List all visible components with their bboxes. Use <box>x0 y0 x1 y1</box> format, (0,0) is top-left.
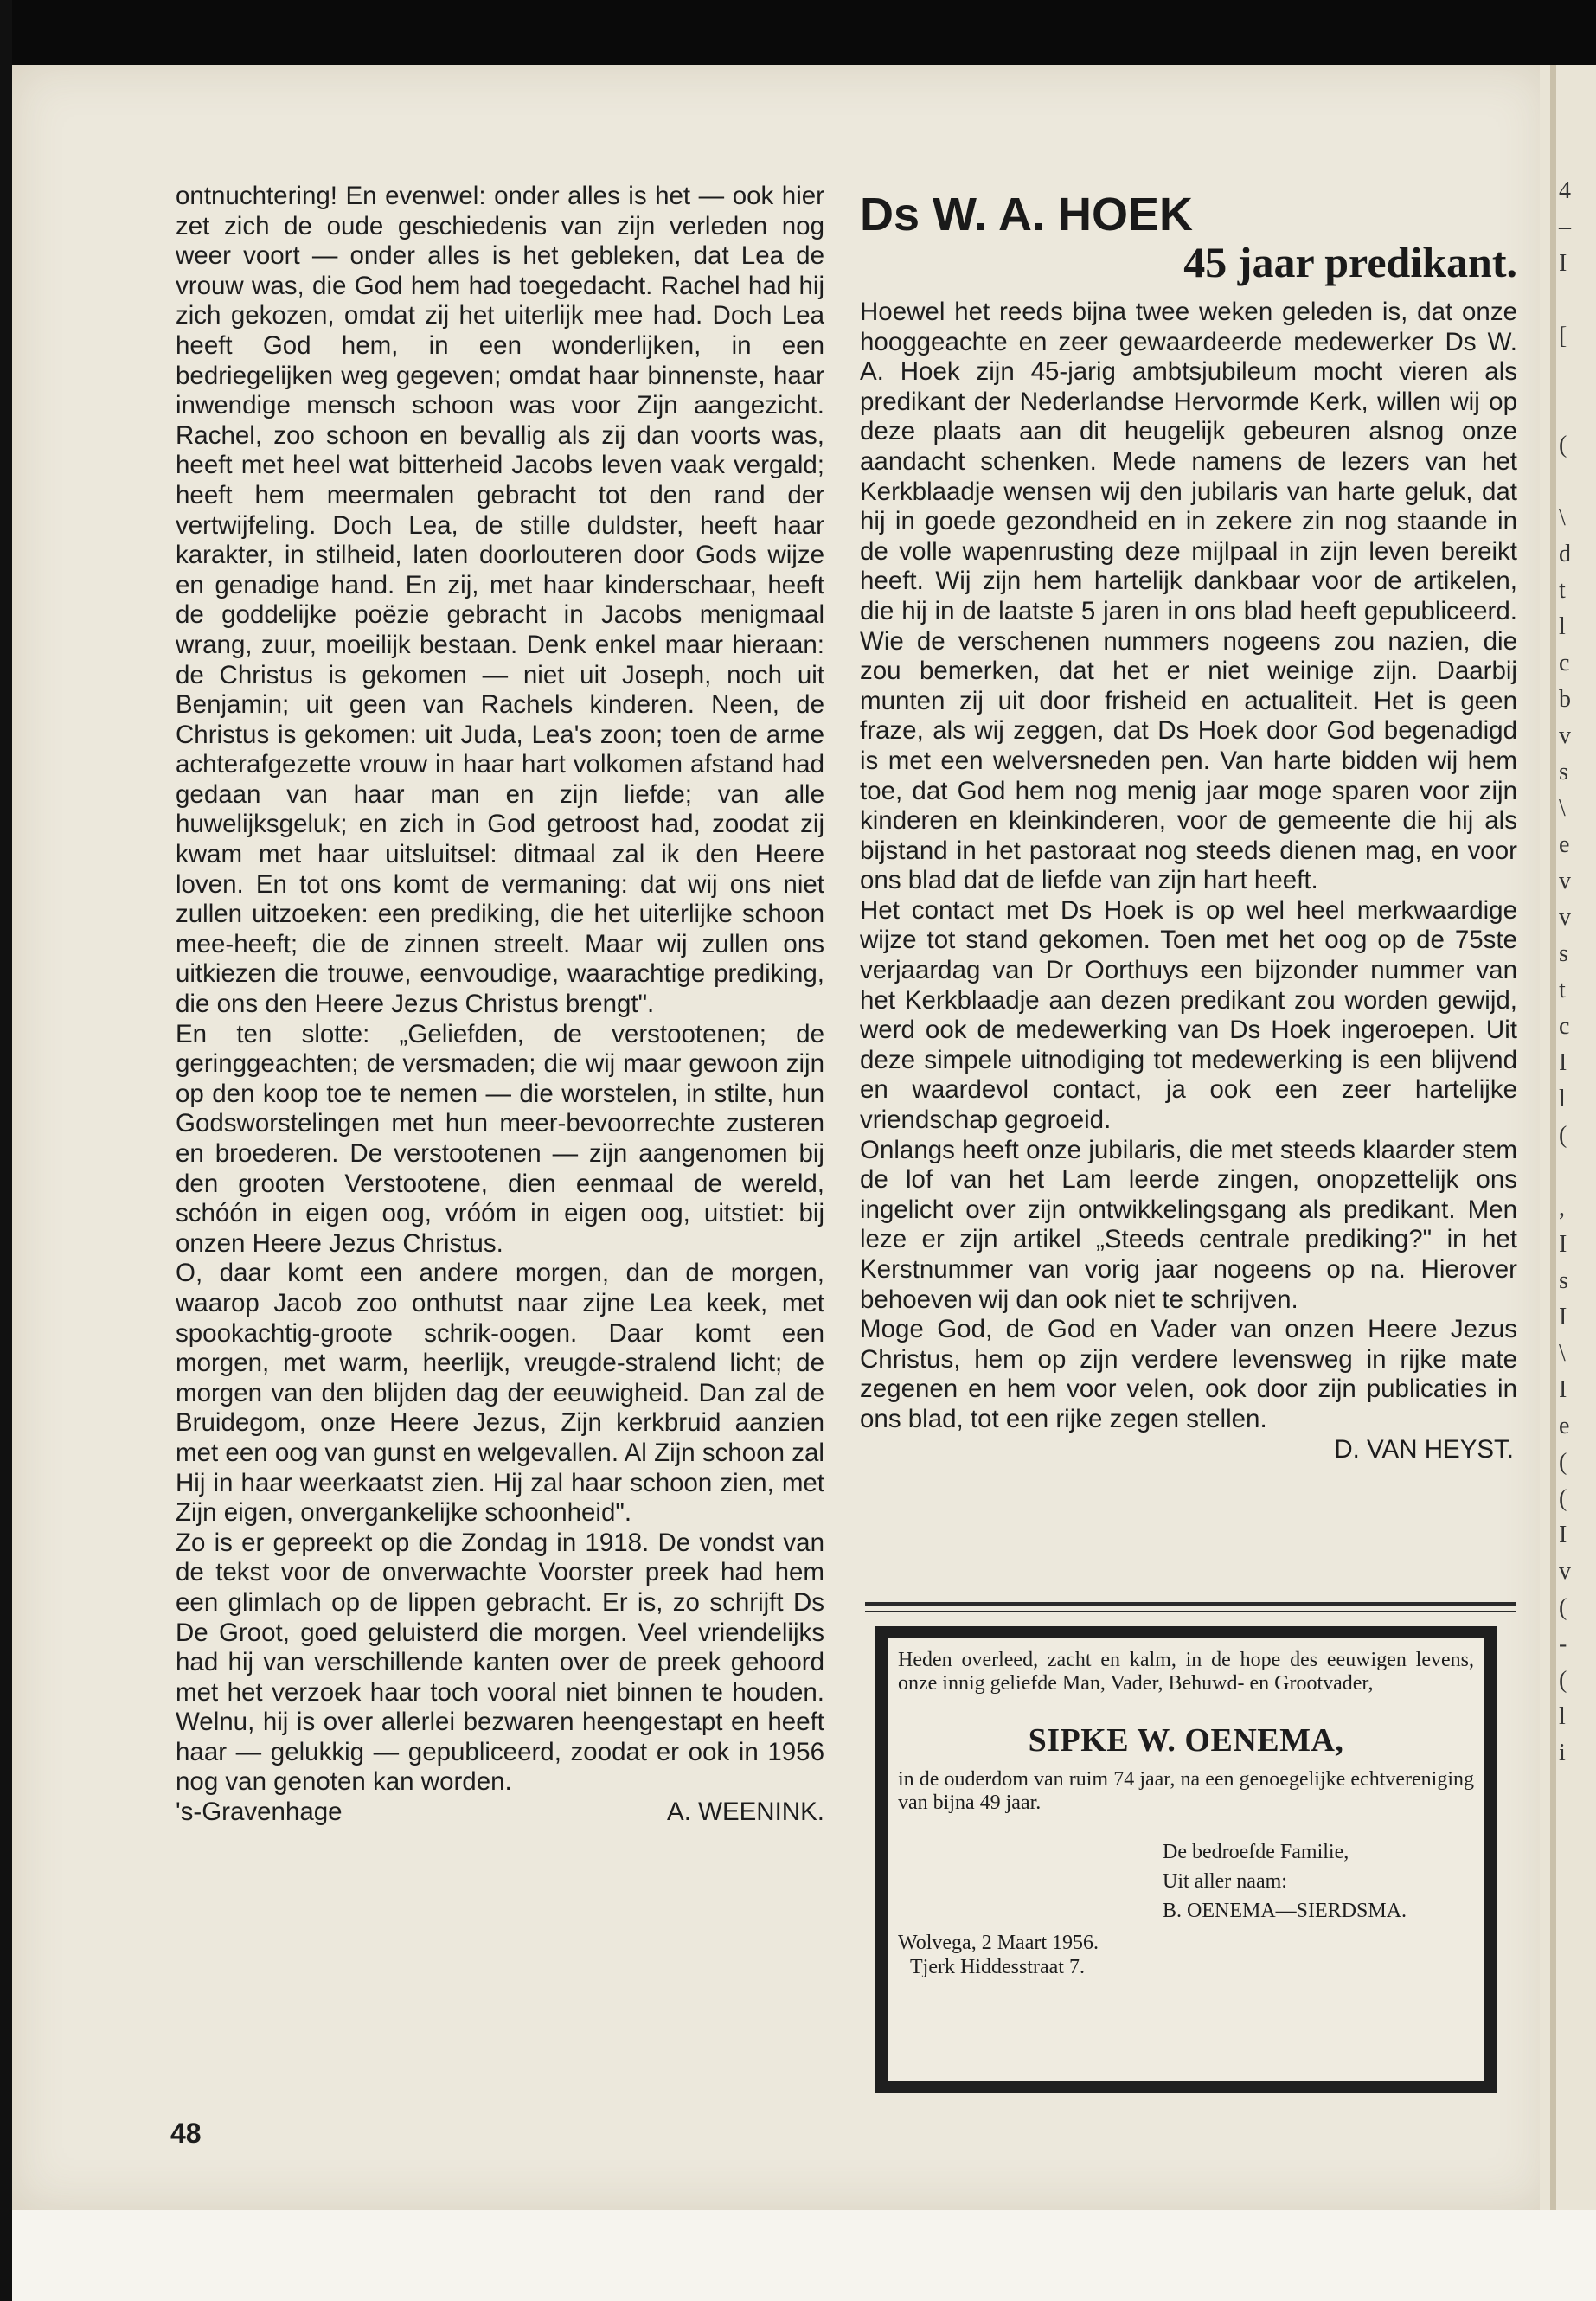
edge-glyph: ( <box>1559 1485 1567 1512</box>
article-title: Ds W. A. HOEK <box>860 189 1194 240</box>
edge-glyph: t <box>1559 577 1566 604</box>
separator-rule-thin <box>865 1611 1516 1612</box>
article-paragraph: Hoewel het reeds bijna twee weken geleden is, dat onze hooggeachte en zeer gewaardeerde medewerker Ds W. A. Hoek zijn 45-jarig ambtsjubileum mocht vieren als predikant der Nederlandse Hervormde Kerk, willen wij op deze plaats aan dit heugelijk gebeuren alsnog onze aandacht schenken. Mede namens de lezers van het Kerkblaadje wensen wij den jubilaris van harte geluk, dat hij in goede gezondheid en in zekere zin nog staande in de volle wapenrusting deze mijlpaal in zijn leven bereikt heeft. Wij zijn hem hartelijk dankbaar voor de artikelen, die hij in de laatste 5 jaren in ons blad heeft gepubliceerd. Wie de verschenen nummers nogeens zou nazien, die zou bemerken, dat het er niet weinige zijn. Daarbij munten zij uit door frisheid en actualiteit. Het is geen fraze, als wij zeggen, dat Ds Hoek door God begenadigd is met een welversneden pen. Van harte bidden wij hem toe, dat God hem nog menig jaar moge sparen voor zijn kinderen en kleinkinderen, voor de gemeente die hij als bijstand in het pastoraat nog steeds dienen mag, en voor ons blad dat de liefde van zijn hart heeft. <box>860 298 1517 895</box>
edge-glyph <box>1559 391 1593 427</box>
left-article-signature <box>176 1798 824 1828</box>
left-article-paragraph: Zo is er gepreekt op die Zondag in 1918. De vondst van de tekst voor de onverwachte Voorster preek had hem een glimlach op de lippen gebracht. Er is, zo schrijft Ds De Groot, goed geluisterd die morgen. Veel vriendelijks had hij van verschillende kanten over de preek gehoord met het verzoek haar toch vooral niet binnen te houden. Welnu, hij is over allerlei bezwaren heengestapt en heeft haar — gelukkig — gepubliceerd, zoodat er ook in 1956 nog van genoten kan worden. <box>176 1528 824 1797</box>
left-article-paragraph: En ten slotte: „Geliefden, de verstootenen; de geringgeachten; de versmaden; die wij maar gewoon zijn op den koop toe te nemen — die worstelen, in stilte, hun Godsworstelingen met hun meer-bevoorrechte zusteren en broederen. De verstootenen — zijn aangenomen bij den grooten Verstootene, dien eenmaal de wereld, schóón in eigen oog, vróóm in eigen oog, uitstiet: bij onzen Heere Jezus Christus. <box>176 1019 824 1258</box>
page-number: 48 <box>170 2118 202 2149</box>
notice-family-line: B. OENEMA—SIERDSMA. <box>1163 1900 1407 1922</box>
edge-glyph: ( <box>1559 1449 1567 1476</box>
edge-glyph <box>1559 464 1593 500</box>
article-paragraph: Het contact met Ds Hoek is op wel heel merkwaardige wijze tot stand gekomen. Toen met het oog op de 75ste verjaardag van Dr Oorthuys een bijzonder nummer van het Kerkblaadje aan dezen predikant zou worden gewijd, werd ook de medewerking van Ds Hoek ingeroepen. Uit deze simpele uitnodiging tot medewerking is een blijvend en waardevol contact, ja ook een zeer hartelijke vriendschap gegroeid. <box>860 895 1517 1135</box>
edge-glyph: \ <box>1559 504 1566 531</box>
notice-details: in de ouderdom van ruim 74 jaar, na een genoegelijke echtvereniging van bijna 49 jaar. <box>898 1768 1474 1814</box>
edge-glyph: I <box>1559 1304 1567 1330</box>
edge-glyph: i <box>1559 1740 1566 1766</box>
edge-glyph: c <box>1559 650 1570 676</box>
scan-border-left <box>0 0 12 2301</box>
notice-place-date: Wolvega, 2 Maart 1956. <box>898 1932 1099 1954</box>
edge-glyph: v <box>1559 904 1571 931</box>
edge-glyph <box>1559 282 1593 318</box>
article-paragraph: Moge God, de God en Vader van onzen Heere Jezus Christus, hem op zijn verdere levensweg in rijke mate zegenen en hem voor velen, ook door zijn publicaties in ons blad, tot een rijke zegen stellen. <box>860 1315 1517 1433</box>
edge-glyph: I <box>1559 1376 1567 1403</box>
edge-glyph: e <box>1559 1413 1570 1439</box>
edge-glyph: v <box>1559 868 1571 894</box>
edge-glyph: – <box>1559 214 1571 240</box>
edge-glyph: I <box>1559 250 1567 277</box>
notice-deceased-name: SIPKE W. OENEMA, <box>1028 1722 1344 1759</box>
edge-glyph: l <box>1559 613 1566 640</box>
death-notice <box>888 1638 1484 2081</box>
edge-glyph: ( <box>1559 432 1567 458</box>
edge-glyph: s <box>1559 759 1568 785</box>
article-body <box>860 298 1517 1435</box>
edge-glyph: t <box>1559 977 1566 1003</box>
edge-glyph: - <box>1559 1631 1567 1657</box>
signature-author: A. WEENINK. <box>667 1798 824 1827</box>
left-article-paragraph: ontnuchtering! En evenwel: onder alles is het — ook hier zet zich de oude geschiedenis van zijn verleden nog weer voort — onder alles is het gebleken, dat Lea de vrouw was, die God hem had toegedacht. Rachel had hij zich gekozen, omdat zij het uiterlijk mee had. Doch Lea heeft God hem, in een wonderlijken, in een bedriegelijken weg gegeven; omdat haar binnenste, haar inwendige mensch schoon was voor Zijn aangezicht. Rachel, zoo schoon en bevallig als zij dan voorts was, heeft met heel wat bitterheid Jacobs leven vaak vergald; heeft hem meermalen gebracht tot den rand der vertwijfeling. Doch Lea, de stille duldster, heeft haar karakter, in stilheid, laten doorlouteren door Gods wijze en genadige hand. En zij, met haar kinderschaar, heeft de goddelijke poëzie gebracht in Jacobs menigmaal wrang, zuur, moeilijk bestaan. Denk enkel maar hieraan: de Christus is gekomen — niet uit Joseph, noch uit Benjamin; uit geen van Rachels kinderen. Neen, de Christus is gekomen: uit Juda, Lea's zoon; toen de arme achterafgezette vrouw in haar hart volkomen afstand had gedaan van haar man en zijn liefde; van alle huwelijksgeluk; en zich in God getroost had, zoodat zij kwam met haar uitsluitsel: ditmaal zal ik den Heere loven. En tot ons komt de vermaning: dat wij ons niet zullen uitzoeken: een prediking, die het uiterlijke schoon mee-heeft; die de zinnen streelt. Maar wij zullen ons uitkiezen die trouwe, eenvoudige, waarachtige prediking, die ons den Heere Jezus Christus brengt". <box>176 182 824 1019</box>
edge-glyph: l <box>1559 1703 1566 1730</box>
edge-glyph: v <box>1559 1558 1571 1585</box>
article-signature: D. VAN HEYST. <box>1334 1434 1514 1464</box>
edge-glyph: ( <box>1559 1667 1567 1694</box>
edge-glyph: e <box>1559 831 1570 858</box>
notice-family-line: Uit aller naam: <box>1163 1870 1287 1893</box>
edge-glyph: I <box>1559 1049 1567 1076</box>
separator-rule-thick <box>865 1602 1516 1606</box>
edge-glyph: \ <box>1559 795 1566 822</box>
edge-glyph: l <box>1559 1086 1566 1112</box>
adjacent-page-text-fragments <box>1559 173 1593 1772</box>
edge-glyph: s <box>1559 1267 1568 1294</box>
edge-glyph: c <box>1559 1013 1570 1040</box>
scan-margin-bottom <box>12 2210 1596 2301</box>
scan-border-top <box>0 0 1596 65</box>
article-subtitle: 45 jaar predikant. <box>1183 238 1517 286</box>
left-article-paragraph: O, daar komt een andere morgen, dan de morgen, waarop Jacob zoo onthutst naar zijne Lea keek, met spookachtig-groote schrik-oogen. Daar komt een morgen, met warm, heerlijk, vreugde-stralend licht; de morgen van den blijden dag der eeuwigheid. Dan zal de Bruidegom, onze Heere Jezus, Zijn kerkbruid aanzien met een oog van gunst en welgevallen. Al Zijn schoon zal Hij in haar weerkaatst zien. Hij zal haar schoon zien, met Zijn eigen, onvergankelijke schoonheid". <box>176 1259 824 1528</box>
edge-glyph: ( <box>1559 1122 1567 1149</box>
edge-glyph: , <box>1559 1195 1565 1221</box>
notice-address: Tjerk Hiddesstraat 7. <box>910 1956 1085 1978</box>
edge-glyph: [ <box>1559 323 1567 349</box>
edge-glyph: d <box>1559 541 1571 567</box>
edge-glyph: 4 <box>1559 177 1571 204</box>
edge-glyph <box>1559 1154 1593 1190</box>
edge-glyph: b <box>1559 686 1571 713</box>
edge-glyph: v <box>1559 722 1571 749</box>
edge-glyph: s <box>1559 940 1568 967</box>
edge-glyph: ( <box>1559 1594 1567 1621</box>
page-fold-edge <box>1550 65 1556 2210</box>
signature-place: 's-Gravenhage <box>176 1798 343 1827</box>
notice-family-line: De bedroefde Familie, <box>1163 1841 1349 1863</box>
edge-glyph: I <box>1559 1522 1567 1548</box>
edge-glyph: \ <box>1559 1340 1566 1367</box>
edge-glyph: I <box>1559 1231 1567 1258</box>
right-article <box>860 190 1517 1465</box>
article-paragraph: Onlangs heeft onze jubilaris, die met steeds klaarder stem de lof van het Lam leerde zingen, onopzettelijk ons ingelicht over zijn ontwikkelingsgang als predikant. Men leze er zijn artikel „Steeds centrale prediking?" in het Kerstnummer van vorig jaar nogeens op na. Hierover behoeven wij dan ook niet te schrijven. <box>860 1135 1517 1314</box>
left-article <box>176 182 824 1828</box>
edge-glyph <box>1559 355 1593 391</box>
notice-intro: Heden overleed, zacht en kalm, in de hope des eeuwigen levens, onze innig geliefde Man, Vader, Behuwd- en Grootvader, <box>898 1649 1474 1695</box>
